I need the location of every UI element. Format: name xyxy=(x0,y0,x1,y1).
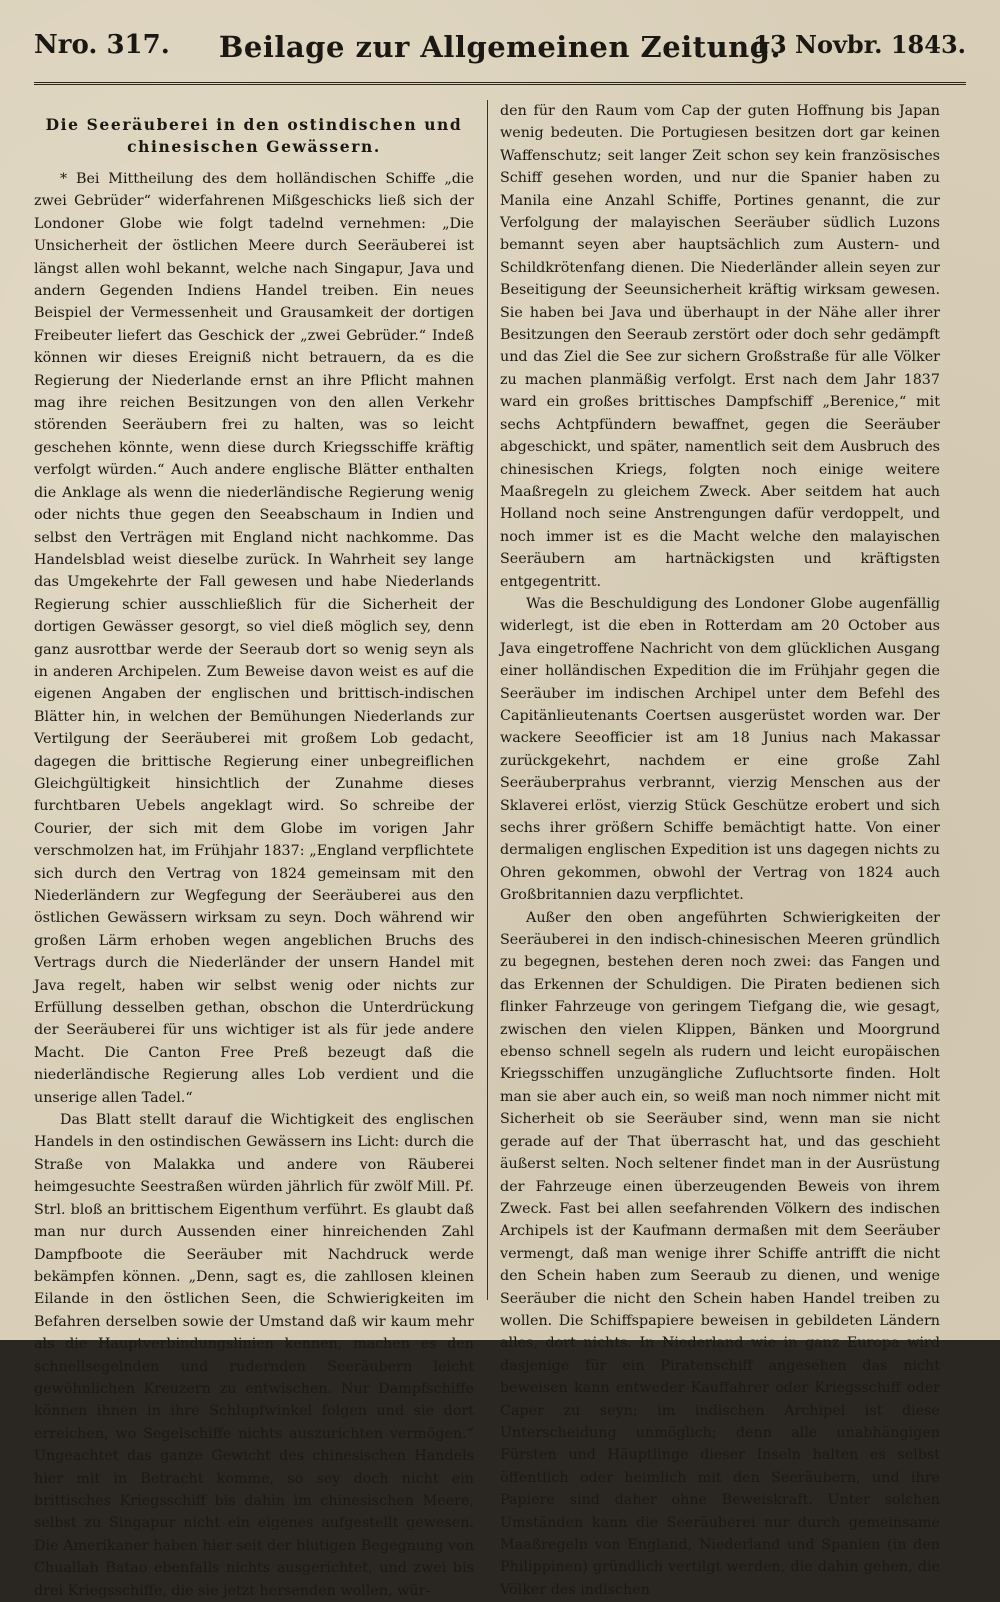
issue-date: 13 Novbr. 1843. xyxy=(753,30,966,59)
article-paragraph: * Bei Mittheilung des dem holländischen Schiffe „die zwei Gebrüder“ widerfahrenen Mißgeschicks ließ sich der Londoner Globe wie folgt tadelnd vernehmen: „Die Unsicherheit der östlichen Meere durch Seeräuberei ist längst allen wohl bekannt, welche nach Singapur, Java und andern Gegenden Indiens Handel treiben. Ein neues Beispiel der Vermessenheit und Grausamkeit der dortigen Freibeuter liefert das Geschick der „zwei Gebrüder.“ Indeß können wir dieses Ereigniß nicht betrauern, da es die Regierung der Niederlande ernst an ihre Pflicht mahnen mag ihre reichen Besitzungen von den allen Verkehr störenden Seeräubern frei zu halten, was so leicht geschehen könnte, wenn diese durch Kriegsschiffe kräftig verfolgt würden.“ Auch andere englische Blätter enthalten die Anklage als wenn die niederländische Regierung wenig oder nichts thue gegen den Seeabschaum in Indien und selbst den Verträgen mit England nicht nachkomme. Das Handelsblad weist dieselbe zurück. In Wahrheit sey lange das Umgekehrte der Fall gewesen und habe Niederlands Regierung schier ausschließlich für die Sicherheit der dortigen Gewässer gesorgt, so viel dieß möglich sey, denn ganz ausrottbar werde der Seeraub dort so wenig seyn als in anderen Archipelen. Zum Beweise davon weist es auf die eigenen Angaben der englischen und brittisch-indischen Blätter hin, in welchen der Bemühungen Niederlands zur Vertilgung der Seeräuberei mit großem Lob gedacht, dagegen die brittische Regierung einer unbegreiflichen Gleichgültigkeit hinsichtlich der Zunahme dieses furchtbaren Uebels angeklagt wird. So schreibe der Courier, der sich mit dem Globe im vorigen Jahr verschmolzen hat, im Frühjahr 1837: „England verpflichtete sich durch den Vertrag von 1824 gemeinsam mit den Niederländern zur Wegfegung der Seeräuberei aus den östlichen Gewässern wirksam zu seyn. Doch während wir großen Lärm erhoben wegen angeblichen Bruchs des Vertrags durch die Niederländer der unsern Handel mit Java regelt, haben wir selbst wenig oder nichts zur Erfüllung desselben gethan, obschon die Unterdrückung der Seeräuberei für uns wichtiger ist als für jede andere Macht. Die Canton Free Preß bezeugt daß die niederländische Regierung alles Lob verdient und die unserige allen Tadel.“ xyxy=(34,171,474,1106)
column-left xyxy=(34,100,474,1599)
article-paragraph: Das Blatt stellt darauf die Wichtigkeit des englischen Handels in den ostindischen Gewässern ins Licht: durch die Straße von Malakka und andere von Räuberei heimgesuchte Seestraßen würden jährlich für zwölf Mill. Pf. Strl. bloß an brittischem Eigenthum verführt. Es glaubt daß man nur durch Aussenden einer hinreichenden Zahl Dampfboote die Seeräuber mit Nachdruck werde bekämpfen können. „Denn, sagt es, die zahllosen kleinen Eilande in den östlichen Seen, die Schwierigkeiten im Befahren derselben sowie der Umstand daß wir kaum mehr als die Hauptverbindungslinien kennen, machen es den schnellsegelnden und rudernden Seeräubern leicht gewöhnlichen Kreuzern zu entwischen. Nur Dampfschiffe können ihnen in ihre Schlupfwinkel folgen und sie dort erreichen, wo Segelschiffe nichts auszurichten vermögen.“ Ungeachtet das ganze Gewicht des chinesischen Handels hier mit in Betracht komme, so sey doch nicht ein brittisches Kriegsschiff bis dahin im chinesischen Meere, selbst zu Singapur nicht ein eigenes aufgestellt gewesen. Die Amerikaner haben hier seit der blutigen Begegnung von Chuallah Batao ebenfalls nichts ausgerichtet, und zwei bis drei Kriegsschiffe, die sie jetzt hersenden wollen, wür- xyxy=(34,1112,474,1599)
masthead xyxy=(34,22,966,85)
article-paragraph: Was die Beschuldigung des Londoner Globe augenfällig widerlegt, ist die eben in Rotterdam am 20 October aus Java eingetroffene Nachricht von dem glücklichen Ausgang einer holländischen Expedition die im Frühjahr gegen die Seeräuber im indischen Archipel unter dem Befehl des Capitänlieutenants Coertsen ausgerüstet worden war. Der wackere Seeofficier ist am 18 Junius nach Makassar zurückgekehrt, nachdem er eine große Zahl Seeräuberprahus verbrannt, vierzig Menschen aus der Sklaverei erlöst, vierzig Stück Geschütze erobert und sich sechs ihrer größern Schiffe bemächtigt hatte. Von einer dermaligen englischen Expedition ist uns dagegen nichts zu Ohren gekommen, obwohl der Vertrag von 1824 auch Großbritannien dazu verpflichtet. xyxy=(500,595,940,904)
newspaper-title: Beilage zur Allgemeinen Zeitung. xyxy=(218,30,782,64)
column-right xyxy=(500,100,940,1598)
issue-number: Nro. 317. xyxy=(34,30,170,60)
column-divider xyxy=(487,100,488,1300)
article-continuation: den für den Raum vom Cap der guten Hoffnung bis Japan wenig bedeuten. Die Portugiesen besitzen dort gar keinen Waffenschutz; seit langer Zeit schon sey kein französisches Schiff gesehen worden, und nur die Spanier haben zu Manila eine Anzahl Schiffe, Portines genannt, die zur Verfolgung der malayischen Seeräuber südlich Luzons bemannt seyen aber hauptsächlich zum Austern- und Schildkrötenfang dienen. Die Niederländer allein seyen zur Beseitigung der Seeunsicherheit kräftig wirksam gewesen. Sie haben bei Java und überhaupt in der Nähe aller ihrer Besitzungen den Seeraub zerstört oder doch sehr gedämpft und das Ziel die See zur sichern Großstraße für alle Völker zu machen planmäßig verfolgt. Erst nach dem Jahr 1837 ward ein großes brittisches Dampfschiff „Berenice,“ mit sechs Achtpfündern bewaffnet, gegen die Seeräuber abgeschickt, und später, namentlich seit dem Ausbruch des chinesischen Kriegs, folgten noch einige weitere Maaßregeln zu gleichem Zweck. Aber seitdem hat auch Holland noch seine Anstrengungen dafür verdoppelt, und noch immer ist es die Macht welche den malayischen Seeräubern am hartnäckigsten und kräftigsten entgegentritt. xyxy=(500,103,940,590)
article-paragraph: Außer den oben angeführten Schwierigkeiten der Seeräuberei in den indisch-chinesischen Meeren gründlich zu begegnen, bestehen deren noch zwei: das Fangen und das Erkennen der Schuldigen. Die Piraten bedienen sich flinker Fahrzeuge von geringem Tiefgang die, wie gesagt, zwischen den vielen Klippen, Bänken und Moorgrund ebenso schnell segeln als rudern und leicht europäischen Kriegsschiffen unzugängliche Zufluchtsorte finden. Holt man sie aber auch ein, so weiß man noch nimmer nicht mit Sicherheit ob sie Seeräuber sind, wenn man sie nicht gerade auf der That überrascht hat, und das geschieht äußerst selten. Noch seltener findet man in der Ausrüstung der Fahrzeuge einen überzeugenden Beweis von ihrem Zweck. Fast bei allen seefahrenden Völkern des indischen Archipels ist der Kaufmann dermaßen mit dem Seeräuber vermengt, daß man wenige ihrer Schiffe antrifft die nicht den Schein haben zum Seeraub zu dienen, und wenige Seeräuber die nicht den Schein haben Handel treiben zu wollen. Die Schiffspapiere beweisen in gebildeten Ländern alles, dort nichts. In Niederland wie in ganz Europa wird dasjenige für ein Piratenschiff angesehen das nicht beweisen kann entweder Kauffahrer oder Kriegsschiff oder Caper zu seyn; im indischen Archipel ist diese Unterscheidung unmöglich; denn alle unabhängigen Fürsten und Häuptlinge dieser Inseln halten es selbst öffentlich oder heimlich mit den Seeräubern, und ihre Papiere sind daher ohne Beweiskraft. Unter solchen Umständen kann die Seeräuberei nur durch gemeinsame Maaßregeln von England, Niederland und Spanien (in den Philippinen) gründlich vertilgt werden, die dahin gehen, die Völker des indischen xyxy=(500,909,940,1598)
article-headline: Die Seeräuberei in den ostindischen und chinesischen Gewässern. xyxy=(45,115,463,156)
